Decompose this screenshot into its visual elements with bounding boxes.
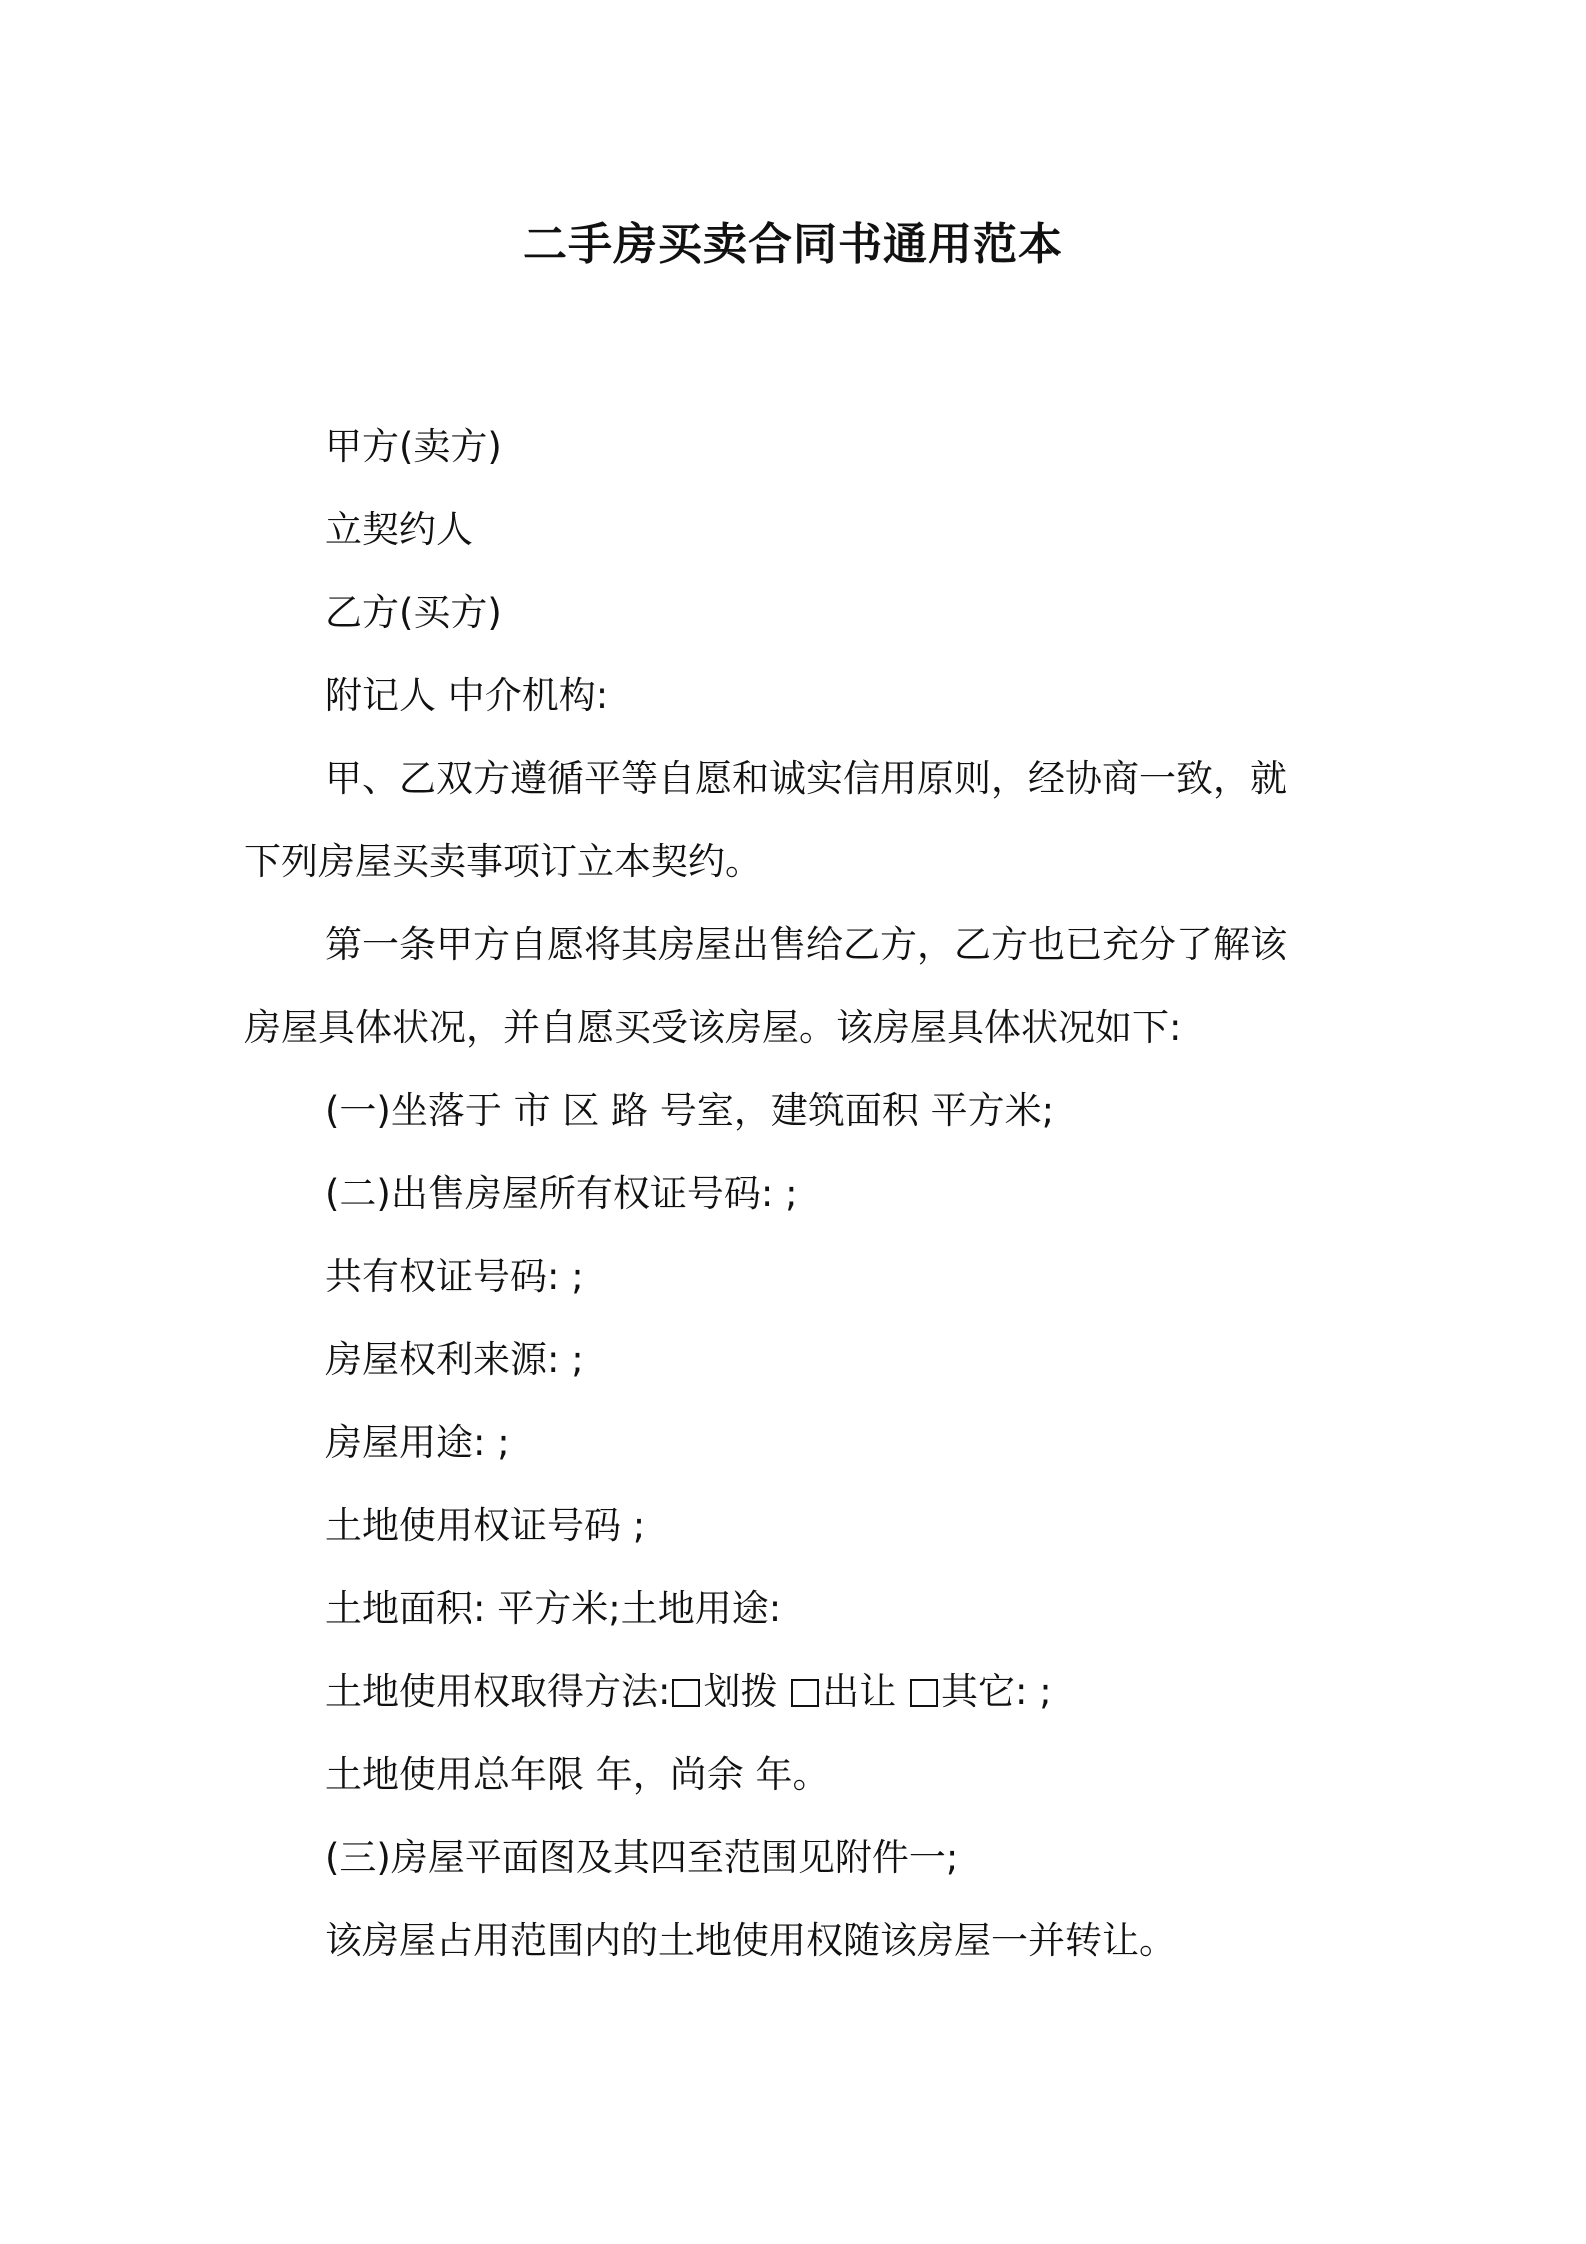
article-1-line-2: 房屋具体状况，并自愿买受该房屋。该房屋具体状况如下: <box>244 1006 1182 1049</box>
preamble-line-1: 甲、乙双方遵循平等自愿和诚实信用原则，经协商一致，就 <box>325 757 1287 800</box>
article-1-line-1: 第一条甲方自愿将其房屋出售给乙方，乙方也已充分了解该 <box>325 923 1287 966</box>
co-ownership-line: 共有权证号码: ; <box>325 1255 584 1298</box>
preamble-line-2: 下列房屋买卖事项订立本契约。 <box>244 840 762 883</box>
land-transfer-line: 该房屋占用范围内的土地使用权随该房屋一并转让。 <box>325 1919 1176 1962</box>
witness-agency-line: 附记人 中介机构: <box>325 674 609 717</box>
item-3-floorplan-line: (三)房屋平面图及其四至范围见附件一; <box>325 1836 959 1879</box>
transfer-checkbox[interactable] <box>791 1679 819 1707</box>
allocation-option-label: 划拨 <box>703 1670 778 1713</box>
land-method-label: 土地使用权取得方法: <box>325 1670 671 1713</box>
document-title: 二手房买卖合同书通用范本 <box>523 219 1063 270</box>
land-method-suffix: ; <box>1027 1670 1052 1713</box>
signatory-line: 立契约人 <box>325 508 473 551</box>
land-area-line: 土地面积: 平方米;土地用途: <box>325 1587 782 1630</box>
contract-body <box>244 405 1358 1982</box>
allocation-checkbox[interactable] <box>672 1679 700 1707</box>
other-checkbox[interactable] <box>910 1679 938 1707</box>
item-2-certificate-line: (二)出售房屋所有权证号码: ; <box>325 1172 798 1215</box>
rights-source-line: 房屋权利来源: ; <box>325 1338 584 1381</box>
transfer-option-label: 出让 <box>822 1670 897 1713</box>
party-a-line: 甲方(卖方) <box>325 425 502 468</box>
party-b-line: 乙方(买方) <box>325 591 502 634</box>
other-option-label: 其它: <box>941 1670 1028 1713</box>
house-use-line: 房屋用途: ; <box>325 1421 510 1464</box>
item-1-location-line: (一)坐落于 市 区 路 号室，建筑面积 平方米; <box>325 1089 1055 1132</box>
land-method-line <box>244 1650 1358 1733</box>
land-term-line: 土地使用总年限 年，尚余 年。 <box>325 1753 830 1796</box>
land-certificate-line: 土地使用权证号码 ; <box>325 1504 646 1547</box>
